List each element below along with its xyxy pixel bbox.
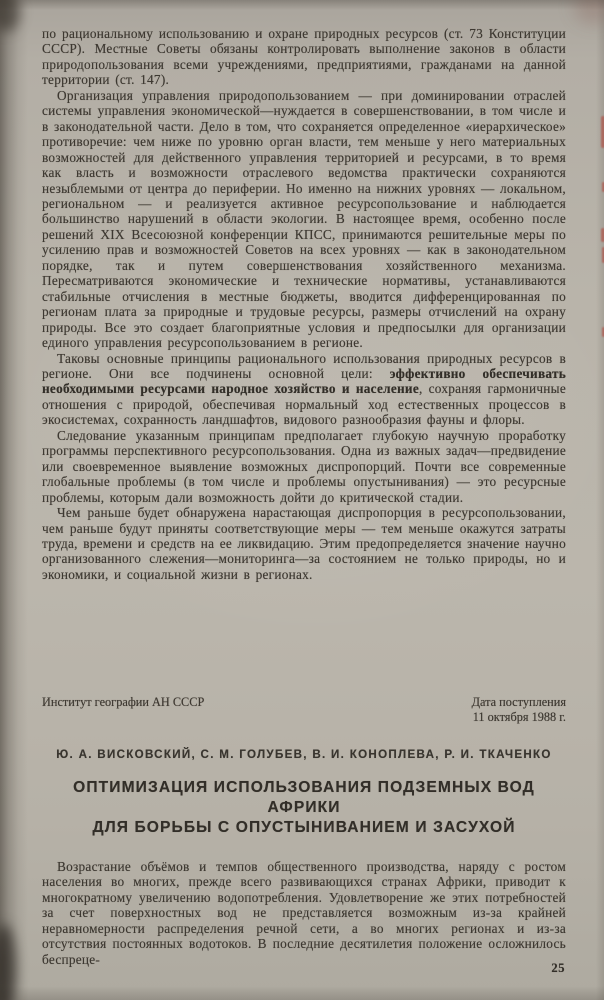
received-label: Дата поступления [471, 695, 566, 709]
received-date: 11 октября 1988 г. [472, 709, 566, 724]
article-title-line2: ДЛЯ БОРЬБЫ С ОПУСТЫНИВАНИЕМ И ЗАСУХОЙ [92, 819, 516, 836]
next-article-body [42, 859, 566, 967]
text-run: по рациональному использованию и охране природных ресурсов (ст. 73 Конституции СССР). Местные Советы обязаны контролировать выполнение законов в области природопользования всеми учреждениями, предприятиями, гражданами на данной территории (ст. 147). [42, 26, 566, 88]
text-run: Возрастание объёмов и темпов общественного производства, наряду с ростом населения во многих, прежде всего развивающихся странах Африки, приводит к многократному увеличению водопотребления. Удовлетворение же этих потребностей за счет поверхностных вод не представляется возможным из-за крайней неравномерности распределения речной сети, а во многих регионах и из-за отсутствия постоянных водотоков. В последние десятилетия положение осложнилось беспреце- [42, 859, 566, 967]
page-number: 25 [551, 961, 565, 975]
article-title [42, 778, 566, 838]
text-run: Таковы основные принципы рационального использования природных ресурсов в регионе. Они все подчинены основной цели: [42, 350, 566, 381]
text-run: Чем раньше будет обнаружена нарастающая диспропорция в ресурсопользовании, чем раньше будут приняты соответствующие меры — тем меньше окажутся затраты труда, времени и средств на ее ликвидацию. Этим предопределяется значение научно организованного слежения—мониторинга—за состоянием не только природы, но и экономики, и социальной жизни в регионах. [42, 505, 566, 582]
received-block [472, 695, 566, 724]
scan-edge-top-shadow [0, 0, 604, 10]
paragraph [42, 859, 566, 967]
scan-corner-shadow [0, 924, 16, 1000]
scan-edge-right-shadow [596, 0, 604, 1000]
scan-edge-bottom-shadow [0, 986, 604, 1000]
article-title-line1: ОПТИМИЗАЦИЯ ИСПОЛЬЗОВАНИЯ ПОДЗЕМНЫХ ВОД АФРИКИ [73, 779, 535, 816]
next-article [42, 748, 566, 967]
article-end-footer [42, 695, 566, 724]
scan-edge-left-shadow [0, 0, 28, 1000]
bold-text-run: эффективно обеспечивать необходимыми ресурсами народное хозяйство и население [42, 365, 567, 397]
paragraph [42, 505, 566, 582]
text-run: Организация управления природопользованием — при доминировании отраслей системы управления экономической—нуждается в совершенствовании, в том числе и в законодательной части. Дело в том, что сохраняется определенное «иерархическое» противоречие: чем ниже по уровню орган власти, тем меньше у него материальных возможностей для действенного управления территорией и ресурсами, в то время как власть и возможности отраслевого ведомства практически сохраняются незыблемыми от центра до периферии. Но именно на нижних уровнях — локальном, региональном — и реализуется активное ресурсопользование и наблюдается большинство нарушений в области экологии. В настоящее время, особенно после решений XIX Всесоюзной конференции КПСС, принимаются решительные меры по усилению прав и возможностей Советов на всех уровнях — как в законодательном порядке, так и путем совершенствования хозяйственного механизма. Пересматриваются экономические и технические нормативы, устанавливаются стабильные отчисления в местные бюджеты, вводится дифференцированная по регионам плата за природные и трудовые ресурсы, размеры отчислений на охрану природы. Все это создает благоприятные условия и предпосылки для организации единого управления ресурсопользованием в регионе. [42, 87, 566, 351]
paragraph [42, 351, 566, 428]
text-run: , сохраняя гармоничные отношения с природой, обеспечивая нормальный ход естественных процессов в экосистемах, сохранность ландшафтов, видового разнообразия фауны и флоры. [42, 381, 566, 428]
article-end-body [42, 26, 566, 582]
scan-corner-shadow [574, 0, 604, 24]
paragraph [42, 88, 566, 351]
text-run: Следование указанным принципам предполагает глубокую научную проработку программы перспективного ресурсопользования. Одна из важных задач—предвидение или своевременное выявление возможных диспропорций. Почти все современные глобальные проблемы (в том числе и проблемы опустынивания) — это ресурсные проблемы, которым дали возможность дойти до критической стадии. [42, 427, 566, 505]
affiliation-text: Институт географии АН СССР [42, 695, 205, 709]
paragraph [42, 26, 566, 88]
authors-line: Ю. А. ВИСКОВСКИЙ, С. М. ГОЛУБЕВ, В. И. КОНОПЛЕВА, Р. И. ТКАЧЕНКО [56, 748, 552, 761]
scan-corner-shadow [0, 0, 20, 32]
paragraph [42, 428, 566, 505]
